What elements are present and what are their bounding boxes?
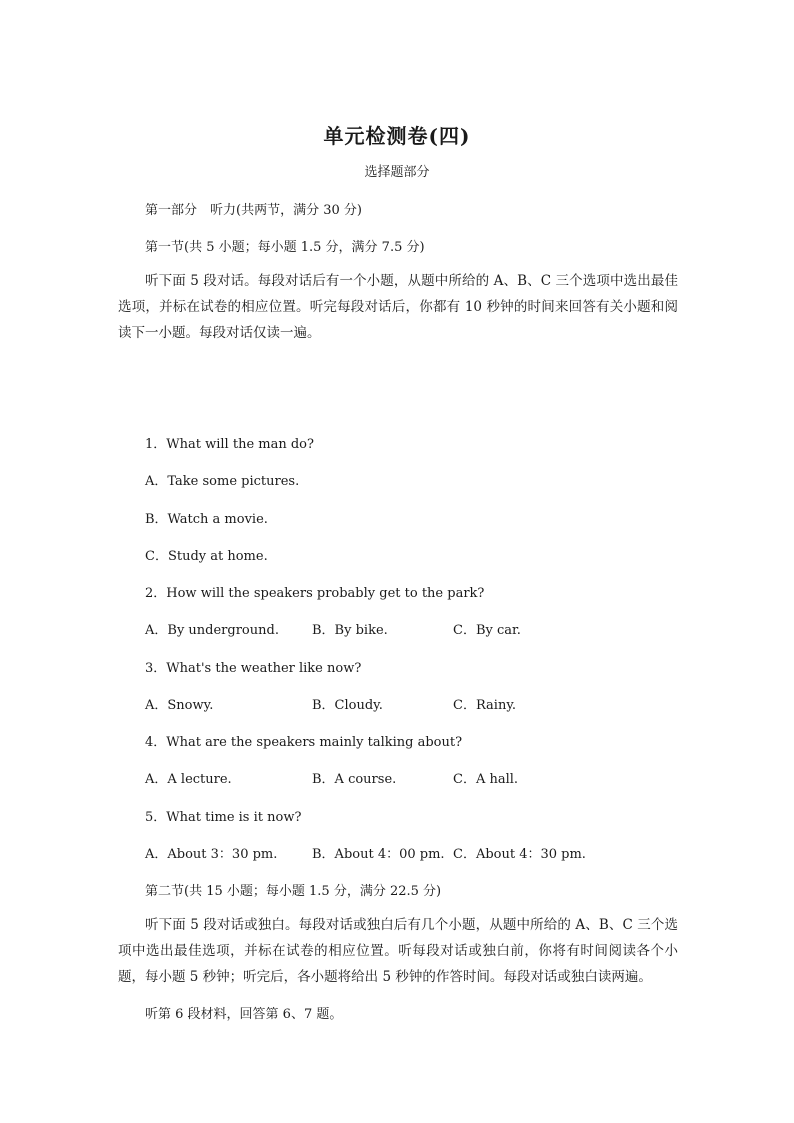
section-heading-1: 第一节(共 5 小题；每小题 1.5 分，满分 7.5 分) [145, 240, 425, 255]
question-3-option-a: A．Snowy. [145, 698, 214, 713]
instructions-paragraph-2: 听下面 5 段对话或独白。每段对话或独白后有几个小题，从题中所给的 A、B、C 三个选项中选出最佳选项，并标在试卷的相应位置。听每段对话或独白前，你将有时间阅读各个小题，每小题 5 秒钟；听完后，各小题将给出 5 秒钟的作答时间。每段对话或独白读两遍。 [118, 917, 678, 985]
question-1-stem: 1．What will the man do? [145, 437, 314, 452]
question-3-stem: 3．What's the weather like now? [145, 661, 362, 676]
question-5-option-b: B．About 4：00 pm. [312, 847, 445, 862]
question-1-option-a: A．Take some pictures. [145, 474, 300, 489]
question-4-option-b: B．A course. [312, 772, 397, 787]
question-3-option-b: B．Cloudy. [312, 698, 383, 713]
question-5-option-a: A．About 3：30 pm. [145, 847, 278, 862]
question-1-option-c: C．Study at home. [145, 549, 268, 564]
section-heading-2: 第二节(共 15 小题；每小题 1.5 分，满分 22.5 分) [145, 884, 442, 899]
question-3-option-c: C．Rainy. [453, 698, 517, 713]
question-1-option-b: B．Watch a movie. [145, 512, 268, 527]
question-2-option-a: A．By underground. [145, 623, 279, 638]
question-4-stem: 4．What are the speakers mainly talking about? [145, 735, 463, 750]
instructions-paragraph-1: 听下面 5 段对话。每段对话后有一个小题，从题中所给的 A、B、C 三个选项中选出最佳选项，并标在试卷的相应位置。听完每段对话后，你都有 10 秒钟的时间来回答有关小题和阅读下一小题。每段对话仅读一遍。 [118, 273, 678, 341]
question-2-stem: 2．How will the speakers probably get to the park? [145, 586, 485, 601]
question-5-stem: 5．What time is it now? [145, 810, 302, 825]
question-4-option-c: C．A hall. [453, 772, 519, 787]
page-subtitle: 选择题部分 [364, 165, 430, 180]
question-2-option-b: B．By bike. [312, 623, 388, 638]
question-4-option-a: A．A lecture. [145, 772, 232, 787]
question-2-option-c: C．By car. [453, 623, 521, 638]
material-heading-6: 听第 6 段材料，回答第 6、7 题。 [145, 1007, 343, 1022]
page-title: 单元检测卷(四) [323, 124, 471, 148]
part-heading: 第一部分 听力(共两节，满分 30 分) [145, 203, 362, 218]
question-5-option-c: C．About 4：30 pm. [453, 847, 586, 862]
